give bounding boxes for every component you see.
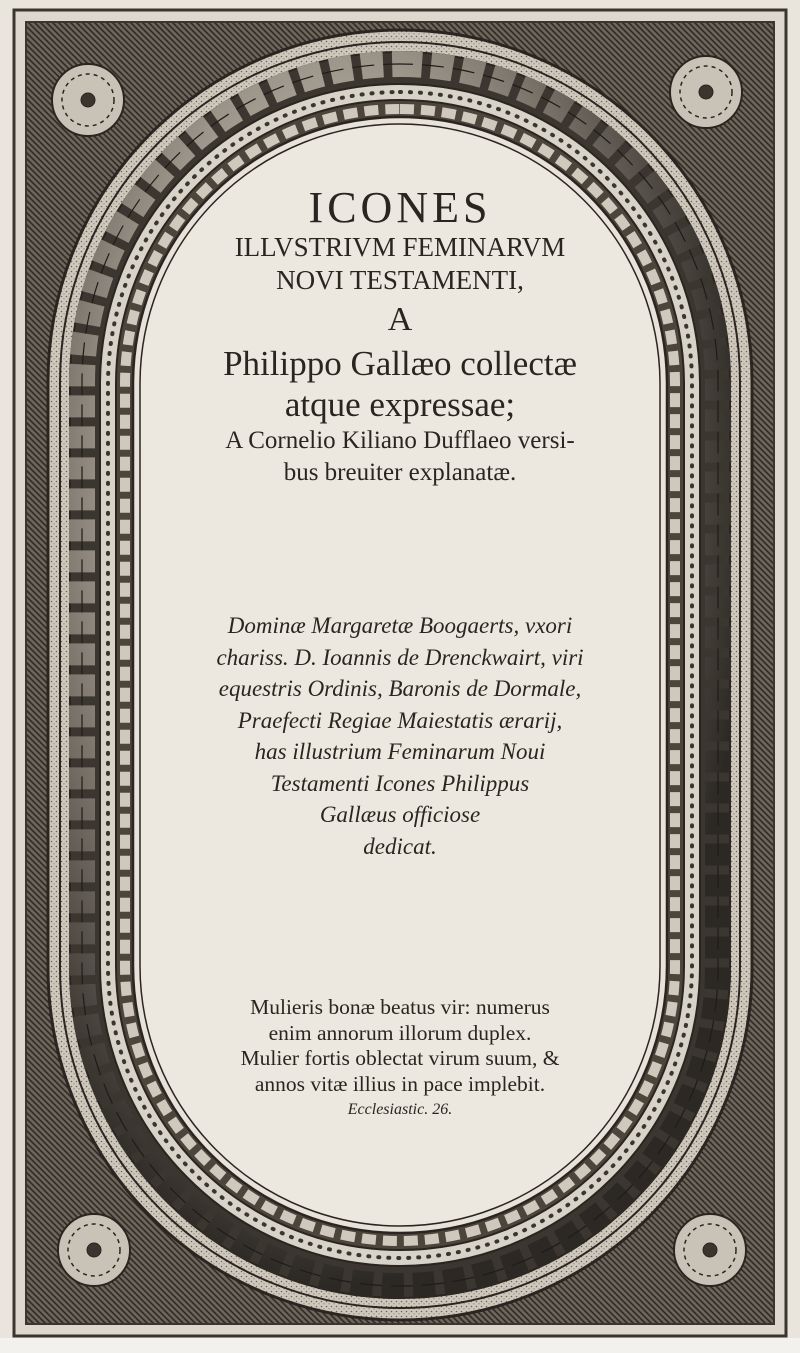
rosette-bottom-left-icon bbox=[58, 1214, 130, 1286]
dedication-line: Gallæus officiose bbox=[319, 802, 481, 827]
quote-line: enim annorum illorum duplex. bbox=[268, 1020, 532, 1045]
title-illustrium: ILLVSTRIVM FEMINARVM bbox=[234, 232, 566, 262]
dedication bbox=[150, 610, 650, 862]
title-expressae: atque expressae; bbox=[284, 385, 516, 424]
rosette-top-left-icon bbox=[52, 64, 124, 136]
title-a: A bbox=[387, 301, 413, 338]
dedication-line: dedicat. bbox=[363, 833, 437, 859]
dedication-line: chariss. D. Ioannis de Drenckwairt, viri bbox=[216, 644, 584, 670]
title-novi-testamenti: NOVI TESTAMENTI, bbox=[276, 265, 524, 295]
dedication-line: Dominæ Margaretæ Boogaerts, vxori bbox=[227, 613, 573, 638]
quote-line: Mulieris bonæ beatus vir: numerus bbox=[250, 995, 550, 1019]
title-icones: ICONES bbox=[308, 183, 492, 232]
scripture-quote bbox=[150, 995, 650, 1123]
dedication-line: Praefecti Regiae Maiestatis ærarij, bbox=[237, 707, 563, 733]
title-kiliano: A Cornelio Kiliano Dufflaeo versi- bbox=[225, 427, 575, 454]
title-author: Philippo Gallæo collectæ bbox=[223, 344, 577, 383]
dedication-line: equestris Ordinis, Baronis de Dormale, bbox=[218, 676, 582, 701]
title-explanatae: bus breuiter explanatæ. bbox=[283, 459, 517, 486]
dedication-line: Testamenti Icones Philippus bbox=[270, 770, 530, 796]
rosette-top-right-icon bbox=[670, 56, 742, 128]
quote-line: annos vitæ illius in pace implebit. bbox=[254, 1071, 546, 1096]
rosette-bottom-right-icon bbox=[674, 1214, 746, 1286]
title-block bbox=[150, 185, 650, 489]
dedication-line: has illustrium Feminarum Noui bbox=[254, 739, 546, 764]
quote-citation: Ecclesiastic. 26. bbox=[347, 1101, 453, 1118]
quote-line: Mulier fortis oblectat virum suum, & bbox=[240, 1046, 560, 1070]
margin-strip bbox=[0, 1338, 800, 1353]
